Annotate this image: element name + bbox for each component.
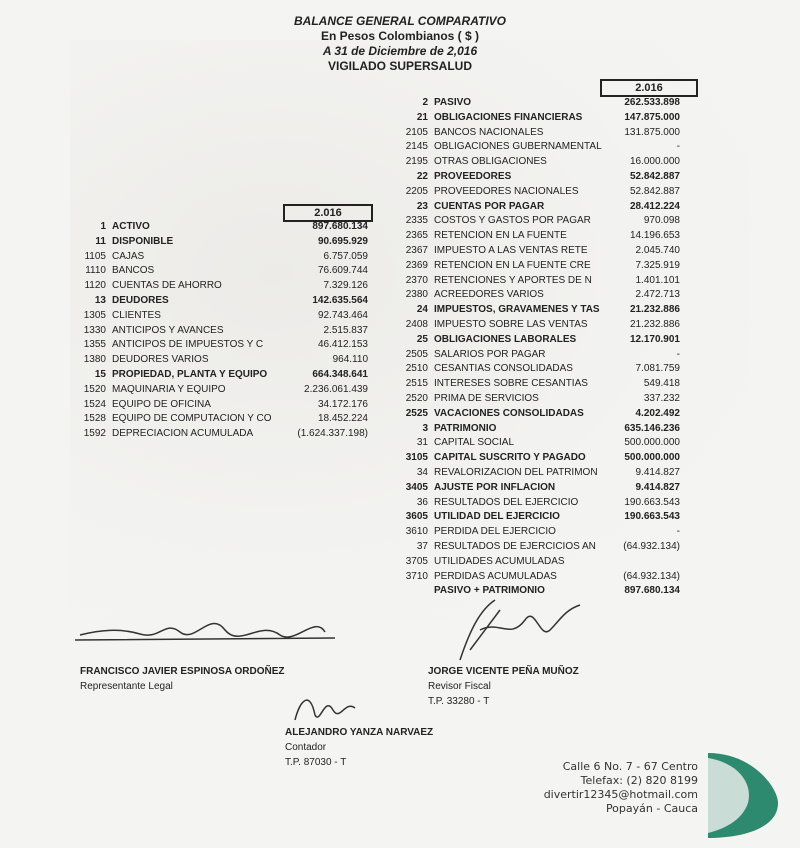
account-value: 34.172.176 xyxy=(317,398,368,410)
account-name: BANCOS xyxy=(112,265,155,277)
account-code: 2408 xyxy=(405,319,428,330)
account-code: 3 xyxy=(422,422,428,434)
asset-table xyxy=(70,220,370,450)
account-code: 2525 xyxy=(405,407,428,419)
account-value: - xyxy=(676,526,680,538)
account-value: 76.609.744 xyxy=(317,265,368,277)
auditor-license: T.P. 33280 - T xyxy=(428,696,490,707)
account-name: EQUIPO DE OFICINA xyxy=(112,398,211,410)
table-row xyxy=(392,540,688,554)
account-name: PASIVO + PATRIMONIO xyxy=(434,585,545,597)
account-value: - xyxy=(676,348,680,360)
account-value: 897.680.134 xyxy=(312,221,368,232)
accountant-name: ALEJANDRO YANZA NARVAEZ xyxy=(285,727,434,738)
table-row xyxy=(392,407,688,421)
account-value: 964.110 xyxy=(332,354,368,366)
account-name: OBLIGACIONES LABORALES xyxy=(434,333,577,345)
account-name: AJUSTE POR INFLACION xyxy=(434,481,556,493)
table-row xyxy=(392,244,688,258)
signature-accountant xyxy=(285,727,433,768)
account-value: 897.680.134 xyxy=(624,585,680,597)
account-code: 22 xyxy=(416,171,428,182)
account-value: 2.515.837 xyxy=(323,324,368,336)
account-value: 52.842.887 xyxy=(629,185,680,197)
account-name: PASIVO xyxy=(434,97,472,108)
account-code: 13 xyxy=(94,295,106,306)
account-value: 46.412.153 xyxy=(317,339,368,351)
account-name: CESANTIAS CONSOLIDADAS xyxy=(434,363,573,375)
signature-scribble-legal-rep xyxy=(70,600,340,670)
account-name: VACACIONES CONSOLIDADAS xyxy=(434,407,584,419)
account-value: 2.472.713 xyxy=(635,289,680,301)
account-value: 21.232.886 xyxy=(629,304,680,316)
accountant-license: T.P. 87030 - T xyxy=(285,757,347,768)
account-code: 3705 xyxy=(405,555,428,567)
account-code: 2145 xyxy=(405,141,428,153)
accountant-role: Contador xyxy=(285,742,327,753)
company-logo-leaf-icon xyxy=(708,748,778,838)
account-value: 337.232 xyxy=(643,393,680,404)
account-name: DISPONIBLE xyxy=(112,235,174,247)
account-code: 2335 xyxy=(405,215,428,227)
account-name: RETENCION EN LA FUENTE CRE xyxy=(434,259,591,271)
table-row xyxy=(392,185,688,199)
account-name: UTILIDADES ACUMULADAS xyxy=(434,555,565,567)
table-row xyxy=(70,220,370,234)
account-code: 3610 xyxy=(405,526,428,538)
account-name: PROVEEDORES NACIONALES xyxy=(434,185,579,197)
account-name: CAPITAL SUSCRITO Y PAGADO xyxy=(434,452,586,464)
table-row xyxy=(392,155,688,169)
account-name: PERDIDAS ACUMULADAS xyxy=(434,570,557,582)
table-row xyxy=(392,392,688,406)
account-name: CAPITAL SOCIAL xyxy=(434,437,515,449)
account-code: 11 xyxy=(95,235,106,247)
liability-equity-table xyxy=(392,96,688,608)
account-value: 16.000.000 xyxy=(629,156,680,168)
footer-city: Popayán - Cauca xyxy=(605,802,698,815)
account-value: 549.418 xyxy=(643,378,680,390)
table-row xyxy=(392,362,688,376)
signature-scribble-accountant xyxy=(285,680,365,730)
account-name: SALARIOS POR PAGAR xyxy=(434,348,546,360)
account-value: 12.170.901 xyxy=(629,333,680,345)
account-name: UTILIDAD DEL EJERCICIO xyxy=(434,511,560,523)
account-name: PROPIEDAD, PLANTA Y EQUIPO xyxy=(112,369,268,380)
account-value: - xyxy=(676,141,680,153)
account-code: 21 xyxy=(416,111,428,123)
table-row xyxy=(392,111,688,125)
table-row xyxy=(70,353,370,367)
table-row xyxy=(392,170,688,184)
account-code: 36 xyxy=(416,496,428,508)
account-code: 23 xyxy=(416,200,428,212)
account-code: 2515 xyxy=(405,378,428,390)
table-row xyxy=(70,250,370,264)
footer-address: Calle 6 No. 7 - 67 Centro xyxy=(562,760,698,773)
account-code: 3105 xyxy=(405,452,428,464)
account-code: 2510 xyxy=(405,363,428,375)
account-code: 1 xyxy=(100,221,106,232)
company-footer xyxy=(544,760,698,816)
account-value: 52.842.887 xyxy=(629,171,680,182)
account-value: 262.533.898 xyxy=(624,97,680,108)
table-row xyxy=(70,264,370,278)
auditor-name: JORGE VICENTE PEÑA MUÑOZ xyxy=(428,666,579,677)
account-name: IMPUESTO SOBRE LAS VENTAS xyxy=(434,319,588,330)
account-name: DEUDORES xyxy=(112,295,169,306)
account-name: REVALORIZACION DEL PATRIMON xyxy=(434,467,598,478)
account-code: 1110 xyxy=(85,265,106,277)
account-value: 9.414.827 xyxy=(635,481,680,493)
account-name: PERDIDA DEL EJERCICIO xyxy=(434,526,556,538)
table-row xyxy=(392,570,688,584)
account-code: 2380 xyxy=(405,289,428,301)
account-name: IMPUESTOS, GRAVAMENES Y TAS xyxy=(434,304,600,316)
left-year-box: 2.016 xyxy=(283,204,373,222)
table-row xyxy=(392,96,688,110)
table-row xyxy=(392,333,688,347)
account-name: ANTICIPOS Y AVANCES xyxy=(112,324,224,336)
account-code: 2195 xyxy=(405,156,428,168)
table-row xyxy=(392,140,688,154)
table-row xyxy=(392,303,688,317)
table-row xyxy=(392,466,688,480)
table-row xyxy=(392,214,688,228)
account-name: COSTOS Y GASTOS POR PAGAR xyxy=(434,215,591,227)
account-code: 3710 xyxy=(405,570,428,582)
signature-auditor xyxy=(428,666,579,707)
account-code: 2205 xyxy=(405,185,428,197)
account-code: 1120 xyxy=(84,280,106,292)
account-name: DEUDORES VARIOS xyxy=(112,354,209,366)
account-name: ACREEDORES VARIOS xyxy=(434,289,544,301)
table-row xyxy=(392,348,688,362)
footer-phone: Telefax: (2) 820 8199 xyxy=(580,774,698,787)
account-code: 15 xyxy=(94,369,106,380)
table-row xyxy=(392,481,688,495)
account-value: 21.232.886 xyxy=(629,319,680,330)
account-code: 37 xyxy=(416,541,428,552)
account-value: (64.932.134) xyxy=(623,570,680,582)
table-row xyxy=(392,274,688,288)
account-value: 190.663.543 xyxy=(624,511,680,523)
table-row xyxy=(392,229,688,243)
account-name: MAQUINARIA Y EQUIPO xyxy=(112,383,226,395)
table-row xyxy=(392,126,688,140)
account-value: 28.412.224 xyxy=(629,200,680,212)
account-code: 2367 xyxy=(405,245,428,256)
auditor-role: Revisor Fiscal xyxy=(428,681,491,692)
table-row xyxy=(70,368,370,382)
table-row xyxy=(392,259,688,273)
table-row xyxy=(392,555,688,569)
account-code: 1305 xyxy=(83,309,106,321)
table-row xyxy=(70,338,370,352)
table-row xyxy=(392,451,688,465)
account-value: (64.932.134) xyxy=(623,541,680,552)
account-value: 6.757.059 xyxy=(323,250,368,262)
account-value: 970.098 xyxy=(643,215,680,227)
table-row xyxy=(70,398,370,412)
account-code: 2365 xyxy=(405,230,428,242)
account-value: (1.624.337.198) xyxy=(297,428,368,440)
account-code: 2505 xyxy=(405,348,428,360)
supervisor-line: VIGILADO SUPERSALUD xyxy=(327,59,472,73)
footer-email: divertir12345@hotmail.com xyxy=(543,788,698,801)
account-code: 1355 xyxy=(83,339,106,351)
table-row xyxy=(392,496,688,510)
account-name: PROVEEDORES xyxy=(434,171,512,182)
table-row xyxy=(70,279,370,293)
account-name: CLIENTES xyxy=(112,309,161,321)
table-row xyxy=(392,436,688,450)
account-code: 2105 xyxy=(405,126,428,138)
account-name: BANCOS NACIONALES xyxy=(434,126,544,138)
legal-rep-role: Representante Legal xyxy=(80,681,173,692)
table-row xyxy=(70,383,370,397)
account-value: 7.325.919 xyxy=(635,259,680,271)
account-name: RETENCIONES Y APORTES DE N xyxy=(434,274,592,286)
account-value: 635.146.236 xyxy=(624,422,680,434)
table-row xyxy=(70,412,370,426)
table-row xyxy=(70,294,370,308)
table-row xyxy=(392,318,688,332)
account-value: 131.875.000 xyxy=(624,126,680,138)
table-row xyxy=(70,324,370,338)
account-value: 2.045.740 xyxy=(635,245,680,256)
account-name: OBLIGACIONES FINANCIERAS xyxy=(434,111,583,123)
account-value: 1.401.101 xyxy=(635,274,680,286)
account-name: OBLIGACIONES GUBERNAMENTAL xyxy=(434,141,602,153)
currency-line: En Pesos Colombianos ( $ ) xyxy=(320,29,480,43)
table-row xyxy=(70,309,370,323)
account-code: 1520 xyxy=(83,383,106,395)
account-code: 25 xyxy=(416,333,428,345)
account-name: ACTIVO xyxy=(112,221,150,232)
table-row xyxy=(392,422,688,436)
table-row xyxy=(70,235,370,249)
account-code: 1105 xyxy=(84,250,106,262)
account-value: 664.348.641 xyxy=(312,369,368,380)
table-row xyxy=(392,288,688,302)
account-value: 9.414.827 xyxy=(635,467,680,478)
account-code: 1528 xyxy=(83,413,106,425)
account-name: CUENTAS DE AHORRO xyxy=(112,280,222,292)
legal-rep-name: FRANCISCO JAVIER ESPINOSA ORDOÑEZ xyxy=(80,666,285,677)
account-value: 14.196.653 xyxy=(629,230,680,242)
account-value: 90.695.929 xyxy=(317,235,368,247)
account-name: INTERESES SOBRE CESANTIAS xyxy=(434,378,588,390)
account-value: 18.452.224 xyxy=(317,413,368,425)
account-value: 190.663.543 xyxy=(624,496,680,508)
table-row xyxy=(70,427,370,441)
account-value: 7.081.759 xyxy=(635,363,680,375)
account-code: 1330 xyxy=(83,324,106,336)
account-code: 2 xyxy=(422,97,428,108)
account-value: 2.236.061.439 xyxy=(304,383,368,395)
account-code: 34 xyxy=(416,467,428,478)
account-name: EQUIPO DE COMPUTACION Y CO xyxy=(112,413,272,425)
account-code: 24 xyxy=(416,304,428,316)
table-row xyxy=(392,510,688,524)
report-date: A 31 de Diciembre de 2,016 xyxy=(322,44,478,58)
account-value: 500.000.000 xyxy=(624,452,680,464)
account-name: CUENTAS POR PAGAR xyxy=(434,200,545,212)
account-code: 3605 xyxy=(405,511,428,523)
right-year-box: 2.016 xyxy=(600,79,698,97)
account-name: PRIMA DE SERVICIOS xyxy=(434,393,539,404)
account-value: 147.875.000 xyxy=(624,111,680,123)
account-code: 3405 xyxy=(405,481,428,493)
signature-legal-rep xyxy=(80,666,284,692)
account-name: OTRAS OBLIGACIONES xyxy=(434,156,547,168)
account-name: CAJAS xyxy=(112,250,145,262)
signature-scribble-auditor xyxy=(440,590,590,670)
account-value: 7.329.126 xyxy=(323,280,368,292)
account-name: PATRIMONIO xyxy=(434,422,497,434)
account-value: 500.000.000 xyxy=(624,437,680,449)
report-title: BALANCE GENERAL COMPARATIVO xyxy=(293,14,506,28)
account-name: IMPUESTO A LAS VENTAS RETE xyxy=(434,245,588,256)
account-name: DEPRECIACION ACUMULADA xyxy=(112,428,254,440)
account-code: 2369 xyxy=(405,259,428,271)
table-row xyxy=(392,200,688,214)
account-value: 92.743.464 xyxy=(317,309,368,321)
account-code: 31 xyxy=(416,437,428,449)
account-value: 4.202.492 xyxy=(635,407,680,419)
account-code: 2370 xyxy=(405,274,428,286)
account-code: 2520 xyxy=(405,393,428,404)
account-value: 142.635.564 xyxy=(312,295,368,306)
table-row xyxy=(392,525,688,539)
account-name: ANTICIPOS DE IMPUESTOS Y C xyxy=(112,339,264,351)
account-code: 1380 xyxy=(83,354,106,366)
account-name: RETENCION EN LA FUENTE xyxy=(434,230,567,242)
account-name: RESULTADOS DE EJERCICIOS AN xyxy=(434,541,596,552)
document-header xyxy=(0,14,800,74)
account-code: 1592 xyxy=(83,428,106,440)
account-name: RESULTADOS DEL EJERCICIO xyxy=(434,496,579,508)
account-code: 1524 xyxy=(83,398,106,410)
table-row xyxy=(392,377,688,391)
